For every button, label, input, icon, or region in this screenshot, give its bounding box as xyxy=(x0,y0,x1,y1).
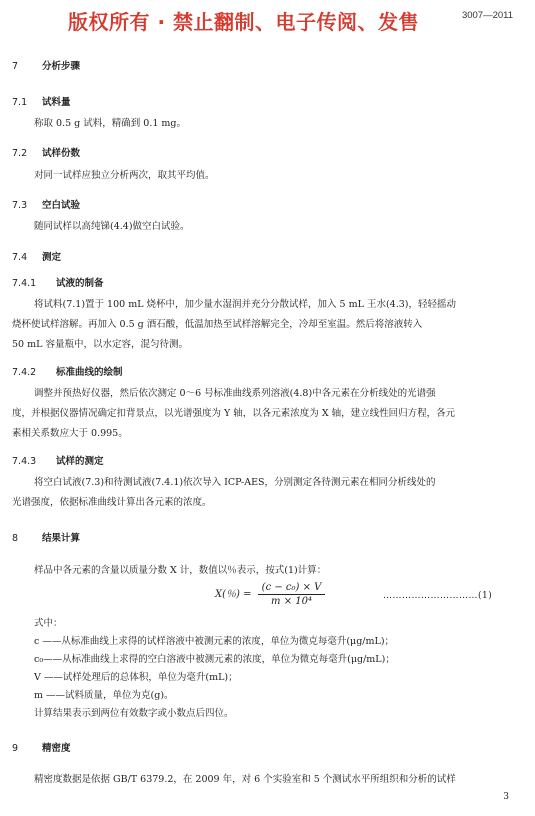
variable-definition: c₀——从标准曲线上求得的空白溶液中被测元素的浓度，单位为微克每毫升(μg/mL)； xyxy=(34,654,395,665)
formula-1 xyxy=(215,582,325,607)
section-7-1-text: 称取 0.5 g 试料，精确到 0.1 mg。 xyxy=(34,118,186,129)
paragraph-line: 素相关系数应大于 0.995。 xyxy=(12,428,128,439)
paragraph-line: 将试料(7.1)置于 100 mL 烧杯中，加少量水湿润并充分分散试样，加入 5 mL 王水(4.3)，轻轻摇动 xyxy=(34,299,456,310)
watermark-text: 版权所有 · 禁止翻制、电子传阅、发售 xyxy=(68,10,420,34)
section-7-heading: 7 分析步骤 xyxy=(12,61,81,72)
section-7-1-heading: 7.1 试料量 xyxy=(12,97,71,108)
section-8-note: 计算结果表示到两位有效数字或小数点后四位。 xyxy=(34,708,234,719)
paragraph-line: 度，并根据仪器情况确定扣背景点，以光谱强度为 Y 轴，以各元素浓度为 X 轴，建立线性回归方程，各元 xyxy=(12,408,456,419)
section-7-4-3-heading: 7.4.3 试样的测定 xyxy=(12,456,104,467)
variable-definition: m ——试料质量，单位为克(g)。 xyxy=(34,690,174,701)
paragraph-line: 光谱强度，依据标准曲线计算出各元素的浓度。 xyxy=(12,497,212,508)
section-7-4-2-heading: 7.4.2 标准曲线的绘制 xyxy=(12,367,123,378)
paragraph-line: 烧杯使试样溶解。再加入 0.5 g 酒石酸，低温加热至试样溶解完全，冷却至室温。然后将溶液转入 xyxy=(12,319,423,330)
formula-denominator: m × 10⁴ xyxy=(271,596,312,607)
standard-code: 3007—2011 xyxy=(461,10,513,21)
variable-definition: c ——从标准曲线上求得的试样溶液中被测元素的浓度，单位为微克每毫升(μg/mL)； xyxy=(34,636,395,647)
formula-lhs: X(％) = xyxy=(215,589,252,600)
section-8-heading: 8 结果计算 xyxy=(12,533,81,544)
section-7-3-heading: 7.3 空白试验 xyxy=(12,200,81,211)
section-7-4-heading: 7.4 测定 xyxy=(12,252,62,263)
page-number: 3 xyxy=(503,792,509,802)
formula-number: …………………………(1) xyxy=(383,591,493,601)
section-9-heading: 9 精密度 xyxy=(12,743,71,754)
where-label: 式中： xyxy=(34,618,63,629)
formula-numerator: (c − c₀) × V xyxy=(258,582,326,595)
paragraph-line: 50 mL 容量瓶中，以水定容，混匀待测。 xyxy=(12,339,188,350)
section-7-4-1-heading: 7.4.1 试液的制备 xyxy=(12,278,104,289)
section-7-3-text: 随同试样以高纯锑(4.4)做空白试验。 xyxy=(34,221,190,232)
paragraph-line: 调整并预热好仪器，然后依次测定 0～6 号标准曲线系列溶液(4.8)中各元素在分析线处的光谱强 xyxy=(34,388,436,399)
paragraph-line: 将空白试液(7.3)和待测试液(7.4.1)依次导入 ICP-AES，分别测定各待测元素在相同分析线处的 xyxy=(34,477,436,488)
section-8-intro: 样品中各元素的含量以质量分数 X 计，数值以％表示，按式(1)计算： xyxy=(34,565,327,576)
section-9-text: 精密度数据是依据 GB/T 6379.2，在 2009 年，对 6 个实验室和 5 个测试水平所组织和分析的试样 xyxy=(34,774,456,785)
variable-definition: V ——试样处理后的总体积，单位为毫升(mL)； xyxy=(34,672,238,683)
formula-fraction xyxy=(258,582,326,607)
section-7-2-heading: 7.2 试样份数 xyxy=(12,148,81,159)
section-7-2-text: 对同一试样应独立分析两次，取其平均值。 xyxy=(34,170,215,181)
